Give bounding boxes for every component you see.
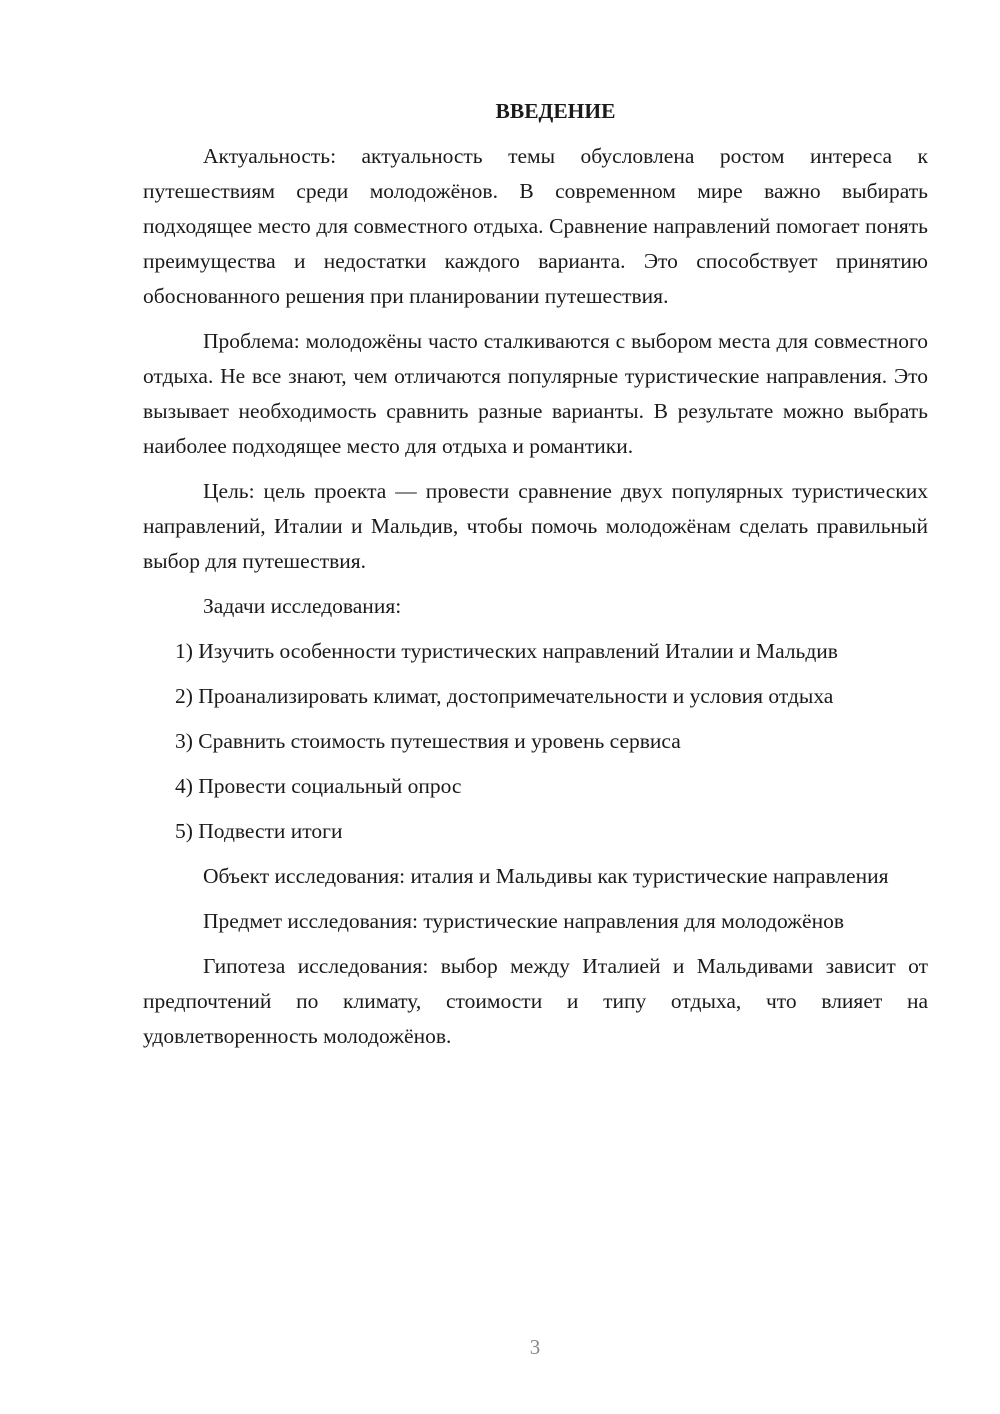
task-item-1: 1) Изучить особенности туристических направлений Италии и Мальдив xyxy=(175,639,838,663)
paragraph-hypothesis: Гипотеза исследования: выбор между Италией и Мальдивами зависит от предпочтений по климату, стоимости и типу отдыха, что влияет на удовлетворенность молодожёнов. xyxy=(143,954,928,1048)
section-title: ВВЕДЕНИЕ xyxy=(495,99,616,123)
task-item-3: 3) Сравнить стоимость путешествия и уровень сервиса xyxy=(175,729,681,753)
paragraph-problem: Проблема: молодожёны часто сталкиваются с выбором места для совместного отдыха. Не все знают, чем отличаются популярные туристические направления. Это вызывает необходимость сравнить разные варианты. В результате можно выбрать наиболее подходящее место для отдыха и романтики. xyxy=(143,329,928,458)
task-item-4: 4) Провести социальный опрос xyxy=(175,774,462,798)
paragraph-goal: Цель: цель проекта — провести сравнение двух популярных туристических направлений, Италии и Мальдив, чтобы помочь молодожёнам сделать правильный выбор для путешествия. xyxy=(143,479,928,573)
task-item-2: 2) Проанализировать климат, достопримечательности и условия отдыха xyxy=(175,684,834,708)
paragraph-relevance: Актуальность: актуальность темы обусловлена ростом интереса к путешествиям среди молодожёнов. В современном мире важно выбирать подходящее место для совместного отдыха. Сравнение направлений помогает понять преимущества и недостатки каждого варианта. Это способствует принятию обоснованного решения при планировании путешествия. xyxy=(143,144,928,308)
paragraph-subject: Предмет исследования: туристические направления для молодожёнов xyxy=(203,909,844,933)
page-content xyxy=(143,94,928,1064)
paragraph-tasks-heading: Задачи исследования: xyxy=(203,594,402,618)
page-number: 3 xyxy=(529,1335,541,1359)
paragraph-object: Объект исследования: италия и Мальдивы как туристические направления xyxy=(203,864,889,888)
task-item-5: 5) Подвести итоги xyxy=(175,819,343,843)
